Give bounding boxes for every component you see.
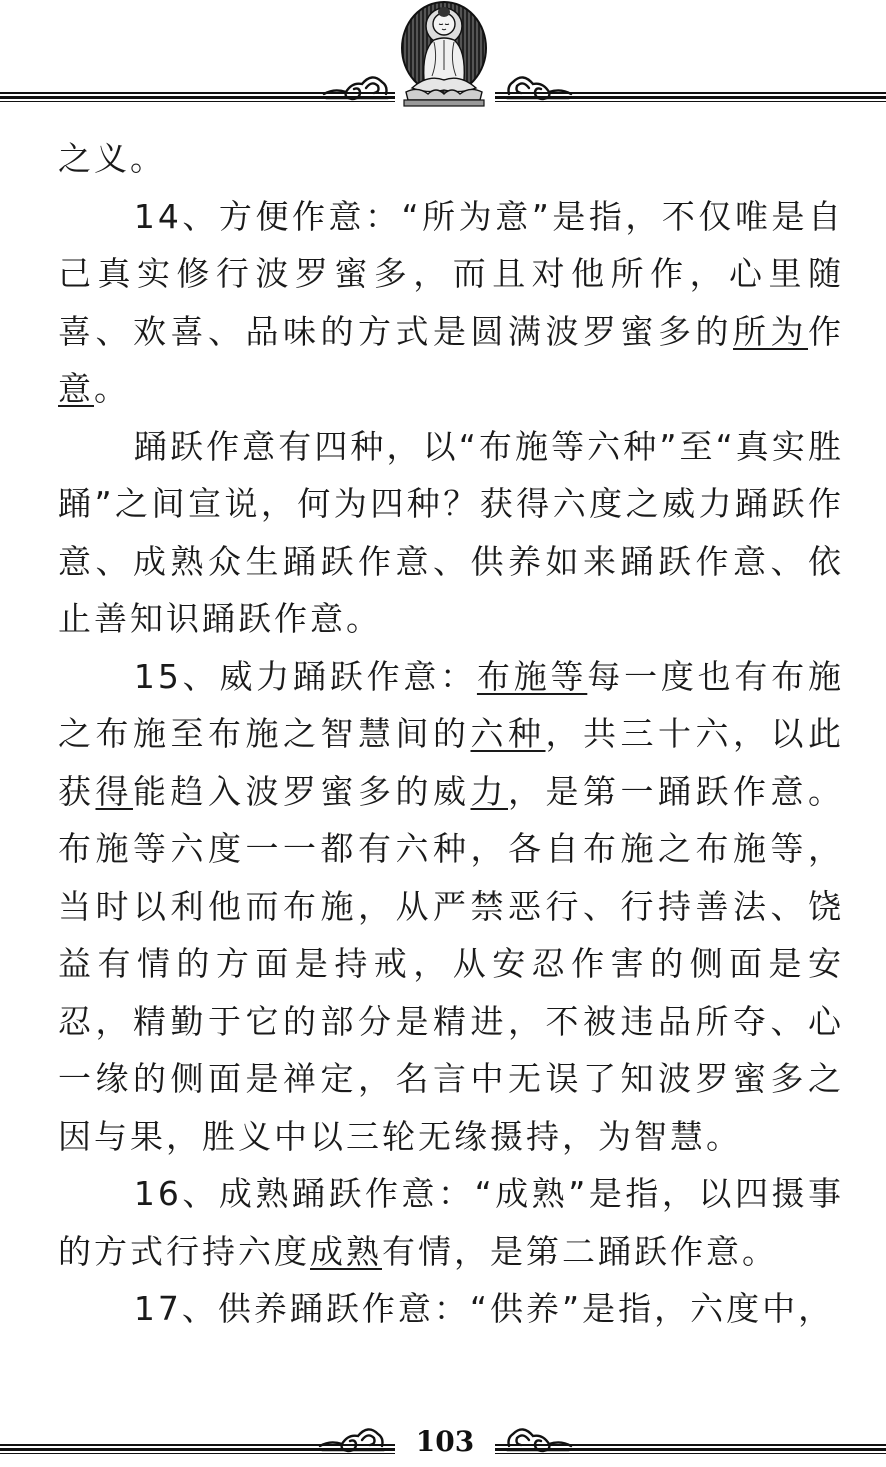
text-run: 。 — [94, 369, 130, 408]
text-run: 作 — [808, 311, 844, 351]
paragraph — [58, 188, 844, 418]
underlined-term: 六种 — [470, 714, 546, 753]
paragraph — [58, 130, 844, 188]
text-run: ，是第一踊跃作意。布施等六度一一都有六种，各自布施之布施等，当时以利他而布施，从严禁恶行、行持善法、饶益有情的方面是持戒，从安忍作害的侧面是安忍，精勤于它的部分是精进，不被违品所夺、心一缘的侧面是禅定，名言中无误了知波罗蜜多之因与果，胜义中以三轮无缘摄持，为智慧。 — [58, 771, 844, 1156]
underlined-term: 布施等 — [476, 656, 588, 696]
cloud-scroll-icon — [505, 68, 573, 102]
paragraph — [58, 648, 844, 1166]
text-run: 每一度也有布施之布施至布施之智慧间的 — [58, 656, 845, 753]
cloud-scroll-icon — [318, 1420, 386, 1454]
paragraph — [58, 1165, 844, 1280]
underlined-term: 所为 — [733, 311, 808, 351]
text-run: 15、威力踊跃作意： — [133, 656, 477, 696]
underlined-term: 意 — [58, 369, 94, 408]
body-text — [58, 130, 844, 1338]
underlined-term: 成熟 — [310, 1231, 382, 1271]
text-run: 有情，是第二踊跃作意。 — [382, 1231, 778, 1271]
underlined-term: 得 — [95, 771, 133, 811]
text-run: 16、成熟踊跃作意：“成熟”是指，以四摄事的方式行持六度 — [58, 1174, 844, 1271]
text-run: 17、供养踊跃作意：“供养”是指，六度中， — [133, 1289, 835, 1328]
text-run: ，共三十六，以此获 — [58, 714, 844, 811]
page-number: 103 — [415, 1425, 475, 1458]
buddha-icon — [398, 0, 490, 110]
cloud-scroll-icon — [505, 1420, 573, 1454]
text-run: 之义。 — [58, 139, 166, 178]
text-run: 14、方便作意：“所为意”是指，不仅唯是自己真实修行波罗蜜多，而且对他所作，心里随喜、欢喜、品味的方式是圆满波罗蜜多的 — [58, 196, 844, 351]
text-run: 能趋入波罗蜜多的威 — [133, 771, 471, 811]
cloud-scroll-icon — [322, 68, 390, 102]
text-run: 踊跃作意有四种，以“布施等六种”至“真实胜踊”之间宣说，何为四种？获得六度之威力踊跃作意、成熟众生踊跃作意、供养如来踊跃作意、依止善知识踊跃作意。 — [58, 426, 844, 638]
paragraph — [58, 418, 844, 648]
underlined-term: 力 — [470, 771, 508, 811]
paragraph — [58, 1280, 844, 1338]
